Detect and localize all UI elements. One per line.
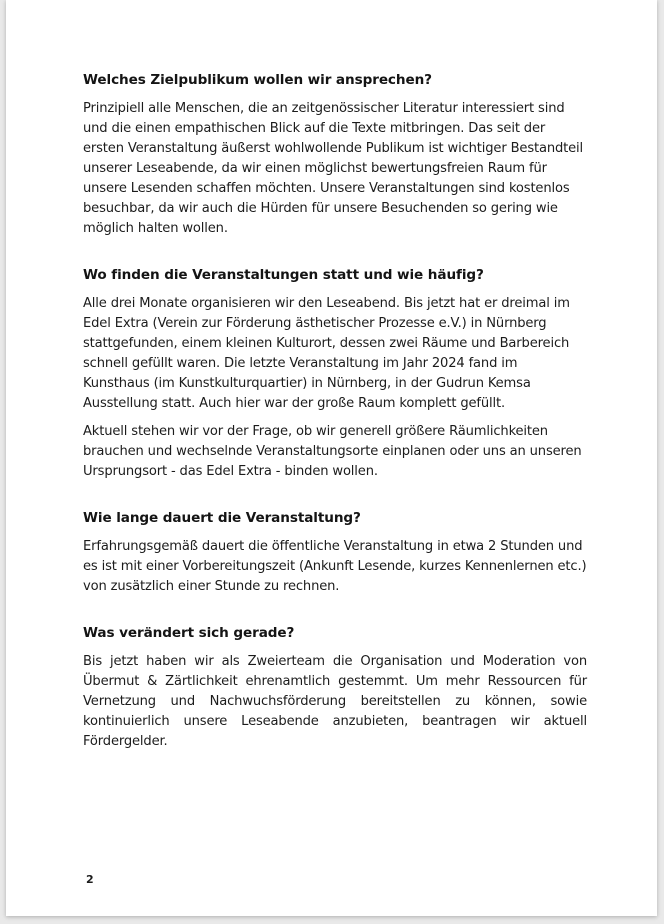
section-heading: Wo finden die Veranstaltungen statt und wie häufig? (83, 267, 484, 283)
section-paragraph: Aktuell stehen wir vor der Frage, ob wir generell größere Räumlichkeiten brauchen und wechselnde Veranstaltungsorte einplanen oder uns an unseren Ursprungsort - das Edel Extra - binden wollen. (83, 424, 582, 479)
section-paragraph: Alle drei Monate organisieren wir den Leseabend. Bis jetzt hat er dreimal im Edel Extra (Verein zur Förderung ästhetischer Prozesse e.V.) in Nürnberg stattgefunden, einem kleinen Kulturort, dessen zwei Räume und Barbereich schnell gefüllt waren. Die letzte Veranstaltung im Jahr 2024 fand im Kunsthaus (im Kunstkulturquartier) in Nürnberg, in der Gudrun Kemsa Ausstellung statt. Auch hier war der große Raum komplett gefüllt. (83, 296, 570, 411)
section-paragraph: Prinzipiell alle Menschen, die an zeitgenössischer Literatur interessiert sind und die einen empathischen Blick auf die Texte mitbringen. Das seit der ersten Veranstaltung äußerst wohlwollende Publikum ist wichtiger Bestandteil unserer Leseabende, da wir einen möglichst bewertungsfreien Raum für unsere Lesenden schaffen möchten. Unsere Veranstaltungen sind kostenlos besuchbar, da wir auch die Hürden für unsere Besuchenden so gering wie möglich halten wollen. (83, 101, 584, 236)
section-paragraph: Bis jetzt haben wir als Zweierteam die Organisation und Moderation von Übermut & Zärtlichkeit ehrenamtlich gestemmt. Um mehr Ressourcen für Vernetzung und Nachwuchsförderung bereitstellen zu können, sowie kontinuierlich unsere Leseabende anzubieten, beantragen wir aktuell Fördergelder. (83, 654, 587, 749)
section-heading: Welches Zielpublikum wollen wir ansprechen? (83, 72, 432, 88)
section-target-audience (83, 70, 587, 239)
section-heading: Was verändert sich gerade? (83, 625, 295, 641)
section-venue-frequency (83, 265, 587, 482)
page-number: 2 (86, 873, 94, 886)
page-content (83, 70, 587, 760)
section-paragraph: Erfahrungsgemäß dauert die öffentliche Veranstaltung in etwa 2 Stunden und es ist mit einer Vorbereitungszeit (Ankunft Lesende, kurzes Kennenlernen etc.) von zusätzlich einer Stunde zu rechnen. (83, 539, 587, 594)
section-heading: Wie lange dauert die Veranstaltung? (83, 510, 361, 526)
section-duration (83, 508, 587, 597)
section-changes (83, 623, 587, 752)
document-page (6, 0, 657, 916)
